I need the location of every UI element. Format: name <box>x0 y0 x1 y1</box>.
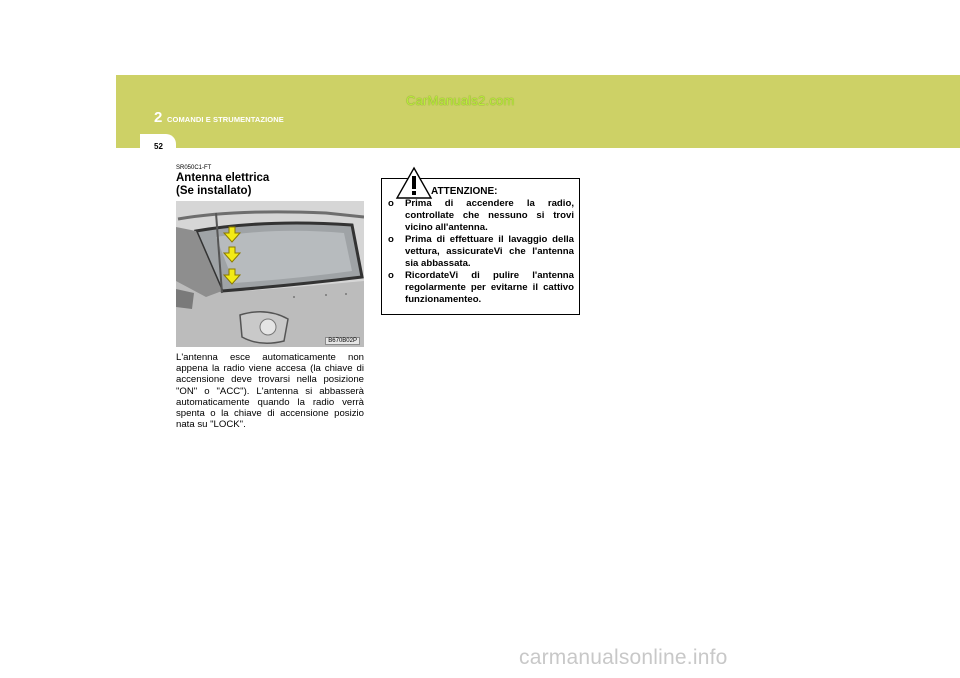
body-paragraph: L'antenna esce automaticamente non appena la radio viene accesa (la chiave di accensione deve trovarsi nella posizione "ON" o "ACC"). L'antenna si abbasserà automaticamente quando la radio verrà spenta o la chiave di accensione posizio nata su "LOCK". <box>176 352 364 431</box>
warning-triangle-icon <box>395 166 433 200</box>
antenna-photo <box>176 201 364 347</box>
footer-watermark: carmanualsonline.info <box>519 646 728 669</box>
warning-item-text: RicordateVi di pulire l'antenna regolarmente per evitarne il cattivo funzionamenteo. <box>405 270 574 305</box>
chapter-number: 2 <box>154 109 163 126</box>
bullet: o <box>388 234 394 245</box>
car-illustration <box>176 201 364 347</box>
warning-item <box>388 198 574 234</box>
section-title-line1: Antenna elettrica <box>176 172 270 184</box>
chapter-title: COMANDI E STRUMENTAZIONE <box>167 115 284 124</box>
warning-list <box>388 198 574 306</box>
section-code: SR050C1-FT <box>176 165 212 171</box>
warning-box <box>381 178 580 315</box>
warning-item-text: Prima di effettuare il lavaggio della vettura, assicurateVi che l'antenna sia abbassata. <box>405 234 574 269</box>
site-watermark-link[interactable]: CarManuals2.com <box>406 93 515 108</box>
warning-item-text: Prima di accendere la radio, controllate che nessuno si trovi vicino all'antenna. <box>405 198 574 233</box>
figure-code: B670B02P <box>325 337 360 345</box>
warning-item <box>388 234 574 270</box>
section-title <box>176 172 376 198</box>
bullet: o <box>388 198 394 209</box>
header-band <box>116 75 960 148</box>
warning-title: ATTENZIONE: <box>431 186 498 197</box>
page-number: 52 <box>154 142 163 151</box>
warning-item <box>388 270 574 306</box>
section-title-line2: (Se installato) <box>176 185 252 197</box>
bullet: o <box>388 270 394 281</box>
